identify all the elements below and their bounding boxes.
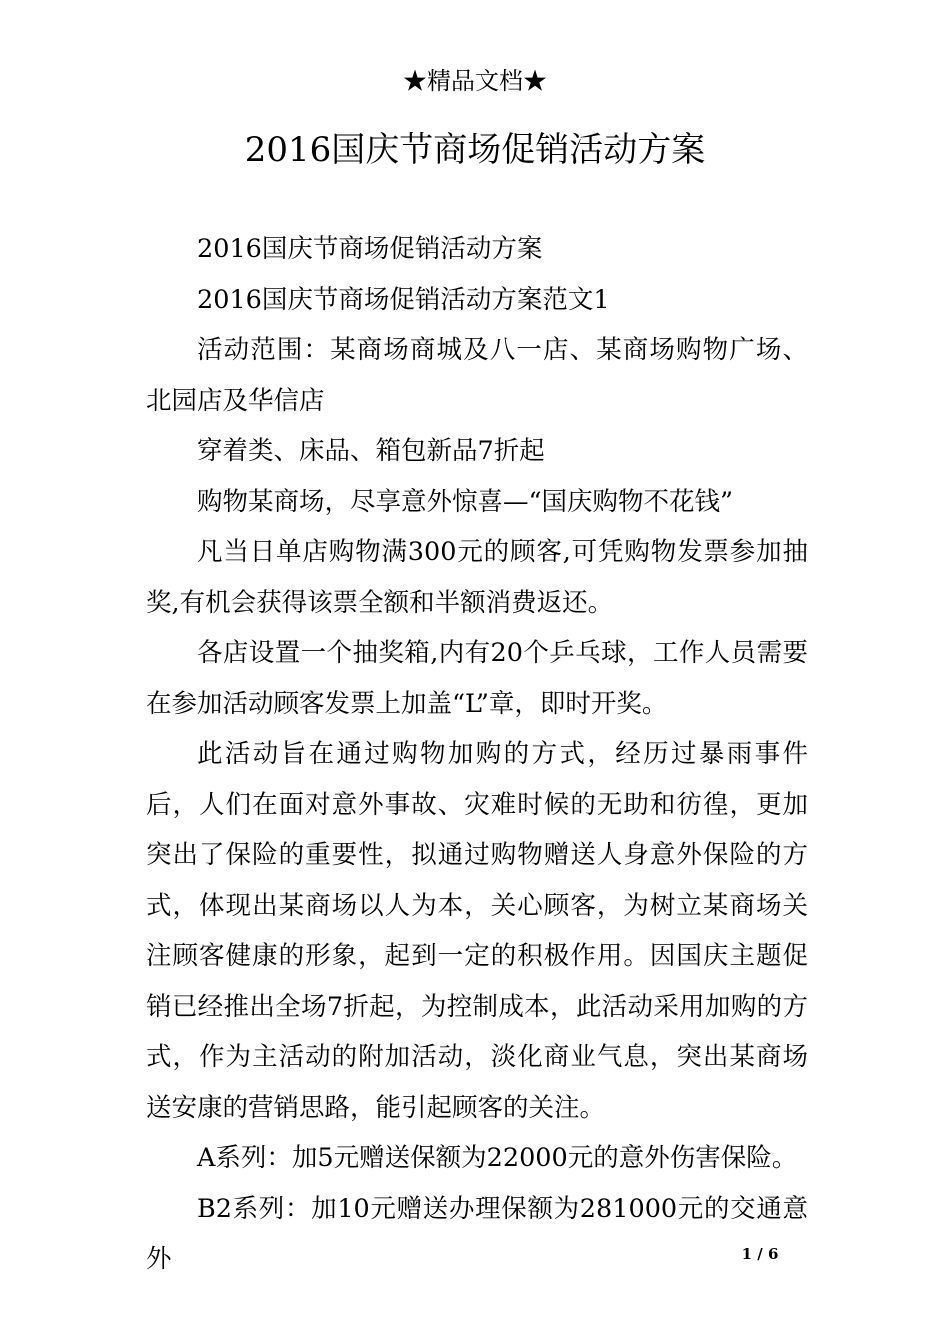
body-paragraph: 活动范围：某商场商城及八一店、某商场购物广场、北园店及华信店 xyxy=(146,335,808,416)
body-paragraph: B2系列：加10元赠送办理保额为281000元的交通意外 xyxy=(146,1193,808,1274)
body-paragraph: 穿着类、床品、箱包新品7折起 xyxy=(197,436,545,466)
body-paragraph: 各店设置一个抽奖箱,内有20个乒乓球，工作人员需要在参加活动顾客发票上加盖“L”章，即时开奖。 xyxy=(146,638,808,719)
body-paragraph: 2016国庆节商场促销活动方案 xyxy=(197,234,543,264)
body-paragraph: A系列：加5元赠送保额为22000元的意外伤害保险。 xyxy=(197,1143,798,1173)
body-paragraph: 此活动旨在通过购物加购的方式，经历过暴雨事件后，人们在面对意外事故、灾难时候的无助和彷徨，更加突出了保险的重要性，拟通过购物赠送人身意外保险的方式，体现出某商场以人为本，关心顾客，为树立某商场关注顾客健康的形象，起到一定的积极作用。因国庆主题促销已经推出全场7折起，为控制成本，此活动采用加购的方式，作为主活动的附加活动，淡化商业气息，突出某商场送安康的营销思路，能引起顾客的关注。 xyxy=(146,739,808,1123)
body-paragraph: 2016国庆节商场促销活动方案范文1 xyxy=(197,284,610,315)
document-title: 2016国庆节商场促销活动方案 xyxy=(244,130,706,170)
document-header-banner: ★精品文档★ xyxy=(403,67,547,95)
page-number: 1 / 6 xyxy=(741,1245,779,1263)
document-body xyxy=(146,224,808,1285)
body-paragraph: 凡当日单店购物满300元的顾客,可凭购物发票参加抽奖,有机会获得该票全额和半额消费返还。 xyxy=(146,537,808,618)
body-paragraph: 购物某商场，尽享意外惊喜—“国庆购物不花钱” xyxy=(197,486,734,517)
